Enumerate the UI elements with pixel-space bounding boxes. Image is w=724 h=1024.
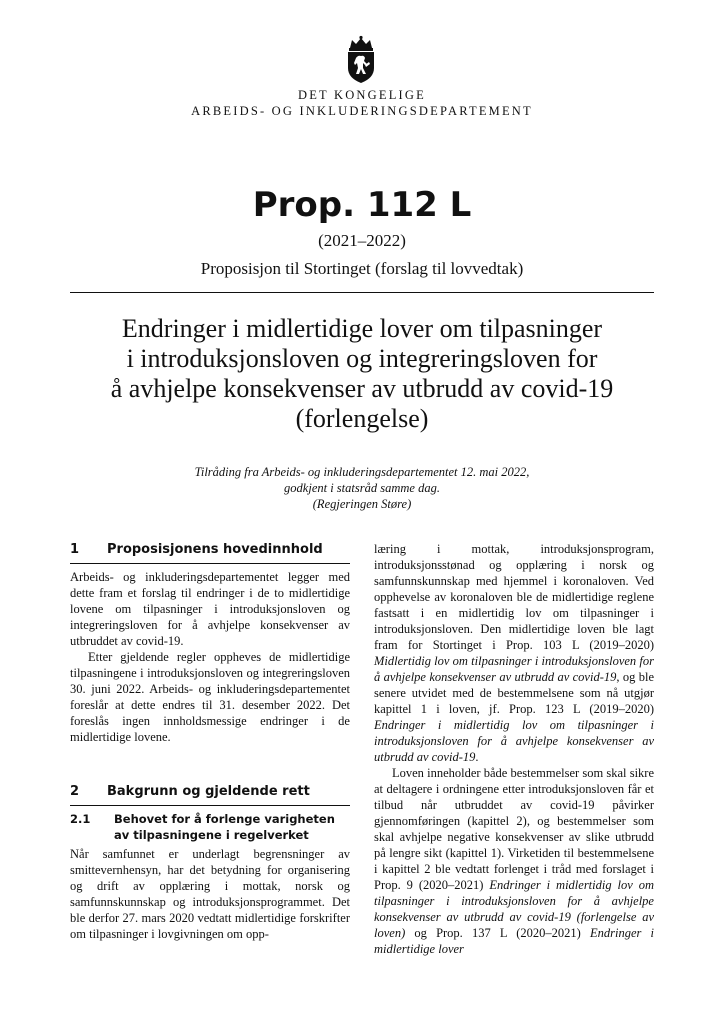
law-title-italic: Endringer i midlertidige lover (374, 926, 654, 956)
section-divider (70, 805, 350, 806)
law-title-italic: Endringer i midlertidig lov om tilpasninger i introduksjonsloven for å avhjelpe konsekvenser av utbrudd av covid-19 (forlengelse av loven) (374, 878, 654, 940)
law-title-italic: Endringer i midlertidig lov om tilpasninger i introduksjonsloven for å avhjelpe konsekvenser av utbrudd av covid-19 (374, 718, 654, 764)
norwegian-royal-crest-icon (336, 34, 386, 84)
paragraph: Arbeids- og inkluderingsdepartementet legger med dette fram et forslag til endringer i de to midlertidige lovene om tilpasninger i introduksjonsloven og integreringsloven for å avhjelpe konsekvenser av utbruddet av covid-19. (70, 570, 350, 648)
approval-note (70, 464, 654, 512)
text-run: læring i mottak, introduksjonsprogram, introduksjonsstønad og opplæring i norsk og samfunnskunnskap med hjemmel i koronaloven. Ved opphevelse av koronaloven ble de midlertidige reglene fastsatt i en midlertidig lov om tilpasninger i introduksjonsloven. Den midlertidige loven ble lagt fram for Stortinget i Prop. 103 L (2019–2020) (374, 542, 654, 652)
paragraph: Etter gjeldende regler oppheves de midlertidige tilpasningene i introduksjonsloven og integreringsloven 30. juni 2022. Arbeids- og inkluderingsdepartementet foreslår at dette endres til 31. desember 2022. Det foreslås ingen innholdsmessige endringer i de midlertidige lovene. (70, 650, 350, 744)
title-line: (forlengelse) (295, 404, 429, 433)
paragraph (374, 765, 654, 957)
text-run: Loven inneholder både bestemmelser som skal sikre at deltagere i ordningene etter introduksjonsloven får et tilbud når utbruddet av covid-19 påvirker gjennomføringen (kapittel 2), og bestemmelser som skal avhjelpe negative konsekvenser av slike utbrudd på lengre sikt (kapittel 1). Virketiden til bestemmelsene i kapittel 2 ble vedtatt forlenget i tråd med forslaget i Prop. 9 (2020–2021) (374, 766, 654, 892)
title-line: å avhjelpe konsekvenser av utbrudd av covid-19 (110, 374, 614, 403)
text-run: og Prop. 137 L (2020–2021) (405, 926, 590, 940)
section-heading (70, 541, 350, 559)
approval-line: godkjent i statsråd samme dag. (284, 481, 440, 495)
paragraph (374, 541, 654, 765)
section-heading (70, 783, 350, 801)
title-line: Endringer i midlertidige lover om tilpasninger (121, 314, 603, 343)
law-title-italic: Midlertidig lov om tilpasninger i introduksjonsloven for å avhjelpe konsekvenser av utbrudd av covid-19 (374, 654, 654, 684)
text-run: . (475, 750, 479, 764)
proposition-subtitle: Proposisjon til Stortinget (forslag til lovvedtak) (200, 259, 524, 278)
section-number: 1 (70, 542, 80, 557)
subsection-number: 2.1 (70, 812, 91, 826)
proposition-number: Prop. 112 L (252, 185, 472, 225)
document-title (70, 314, 654, 434)
left-column (70, 541, 350, 942)
session-years: (2021–2022) (318, 231, 406, 250)
approval-line: Tilråding fra Arbeids- og inkluderingsdepartementet 12. mai 2022, (194, 465, 530, 479)
section-divider (70, 563, 350, 564)
paragraph: Når samfunnet er underlagt begrensninger av smittevernhensyn, har det betydning for organisering og drift av opplæring i mottak, norsk og samfunnskunnskap og introduksjonsprogrammet. Det ble derfor 27. mars 2020 vedtatt midlertidige forskrifter om tilpasninger i lovgivningen om opp- (70, 847, 350, 941)
section-title: Bakgrunn og gjeldende rett (107, 784, 310, 799)
subsection-heading (70, 811, 350, 843)
right-column (374, 541, 654, 957)
section-title: Proposisjonens hovedinnhold (107, 542, 323, 557)
title-line: i introduksjonsloven og integreringsloven for (126, 344, 598, 373)
subsection-title: Behovet for å forlenge varigheten av tilpasningene i regelverket (114, 812, 335, 842)
department-line-2: ARBEIDS- OG INKLUDERINGSDEPARTEMENT (191, 104, 533, 118)
text-run: , og ble senere utvidet med de bestemmelsene som nå utgjør kapittel 1 i loven, jf. Prop. 123 L (2019–2020) (374, 670, 654, 716)
department-line-1: DET KONGELIGE (297, 88, 426, 102)
section-number: 2 (70, 784, 80, 799)
title-divider (70, 292, 654, 293)
approval-line: (Regjeringen Støre) (312, 497, 412, 511)
